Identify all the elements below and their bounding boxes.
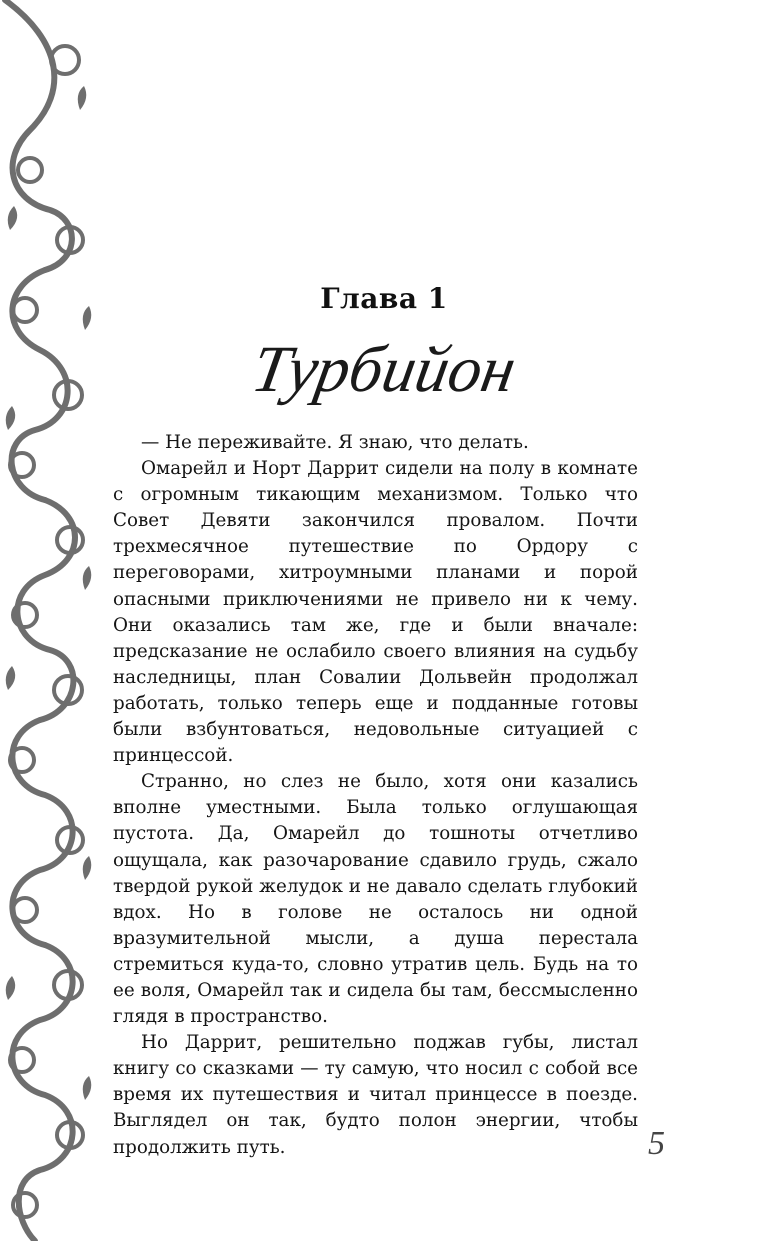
paragraph: Омарейл и Норт Даррит сидели на полу в комнате с огромным тикающим механизмом. Только что Совет Девяти закончился провалом. Почти трехмесячное путешествие по Ордору с переговорами, хитроумными планами и порой опасными приключениями не привело ни к чему. Они оказались там же, где и были вначале: предсказание не ослабило своего влияния на судьбу наследницы, план Совалии Дольвейн продолжал работать, только теперь еще и подданные готовы были взбунтоваться, недовольные ситуацией с принцессой. (113, 458, 638, 767)
paragraph: Но Даррит, решительно поджав губы, листал книгу со сказками — ту самую, что носил с собой все время их путешествия и читал принцессе в поезде. Выглядел он так, будто полон энергии, чтобы продолжить путь. (113, 1032, 638, 1158)
paragraph: — Не переживайте. Я знаю, что делать. (141, 432, 529, 453)
chapter-number: Глава 1 (320, 282, 448, 315)
page-number: 5 (648, 1125, 665, 1162)
chapter-title: Турбийон (246, 333, 522, 406)
paragraph: Странно, но слез не было, хотя они казались вполне уместными. Была только оглушающая пустота. Да, Омарейл до тошноты отчетливо ощущала, как разочарование сдавило грудь, сжало твердой рукой желудок и не давало сделать глубокий вдох. Но в голове не осталось ни одной вразумительной мысли, а душа перестала стремиться куда-то, словно утратив цель. Будь на то ее воля, Омарейл так и сидела бы там, бессмысленно глядя в пространство. (113, 771, 638, 1028)
decorative-swirl-border (0, 0, 100, 1241)
chapter-body (113, 430, 638, 1161)
